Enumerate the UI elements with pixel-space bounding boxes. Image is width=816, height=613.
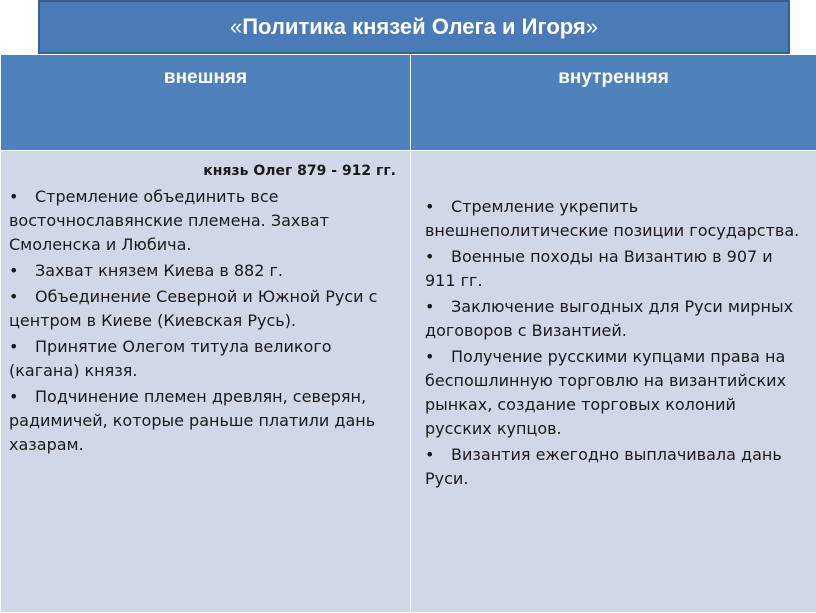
list-item-text: Стремление укрепить внешнеполитические позиции государства. <box>425 197 800 240</box>
list-item-text: Стремление объединить все восточнославянские племена. Захват Смоленска и Любича. <box>9 187 329 254</box>
bullet-icon: • <box>9 287 19 306</box>
bullet-icon: • <box>425 197 435 216</box>
list-item <box>9 385 402 457</box>
list-item-text: Заключение выгодных для Руси мирных договоров с Византией. <box>425 297 794 340</box>
list-item <box>9 185 402 257</box>
list-item <box>425 195 806 243</box>
cell-external <box>1 151 411 613</box>
header-external: внешняя <box>1 55 411 151</box>
list-item <box>9 335 402 383</box>
list-item <box>425 443 806 491</box>
list-item-text: Получение русскими купцами права на беспошлинную торговлю на византийских рынках, создание торговых колоний русских купцов. <box>425 347 787 438</box>
content-row <box>1 151 816 613</box>
bullet-icon: • <box>9 387 19 406</box>
list-item-text: Военные походы на Византию в 907 и 911 гг. <box>425 247 773 290</box>
title-quote-close: » <box>585 14 598 39</box>
title-text: Политика князей Олега и Игоря <box>242 14 586 39</box>
list-item <box>425 345 806 441</box>
bullet-icon: • <box>9 337 19 356</box>
title-quote-open: « <box>229 14 243 39</box>
list-item <box>425 295 806 343</box>
bullet-icon: • <box>425 297 435 316</box>
internal-list <box>425 195 806 491</box>
policy-table <box>0 54 816 613</box>
bullet-icon: • <box>425 347 435 366</box>
list-item-text: Подчинение племен древлян, северян, радимичей, которые раньше платили дань хазарам. <box>9 387 376 454</box>
list-item-text: Захват князем Киева в 882 г. <box>35 261 283 280</box>
oleg-subtitle: князь Олег 879 - 912 гг. <box>203 163 396 179</box>
list-item-text: Византия ежегодно выплачивала дань Руси. <box>425 445 782 488</box>
header-internal: внутренняя <box>411 55 816 151</box>
list-item <box>9 285 402 333</box>
external-list <box>9 185 402 457</box>
list-item-text: Принятие Олегом титула великого (кагана) князя. <box>9 337 332 380</box>
list-item <box>9 259 402 283</box>
bullet-icon: • <box>9 187 19 206</box>
list-item-text: Объединение Северной и Южной Руси с центром в Киеве (Киевская Русь). <box>9 287 378 330</box>
slide-title <box>38 0 790 54</box>
bullet-icon: • <box>9 261 19 280</box>
bullet-icon: • <box>425 247 435 266</box>
list-item <box>425 245 806 293</box>
header-row <box>1 55 816 151</box>
bullet-icon: • <box>425 445 435 464</box>
cell-internal <box>411 151 816 613</box>
